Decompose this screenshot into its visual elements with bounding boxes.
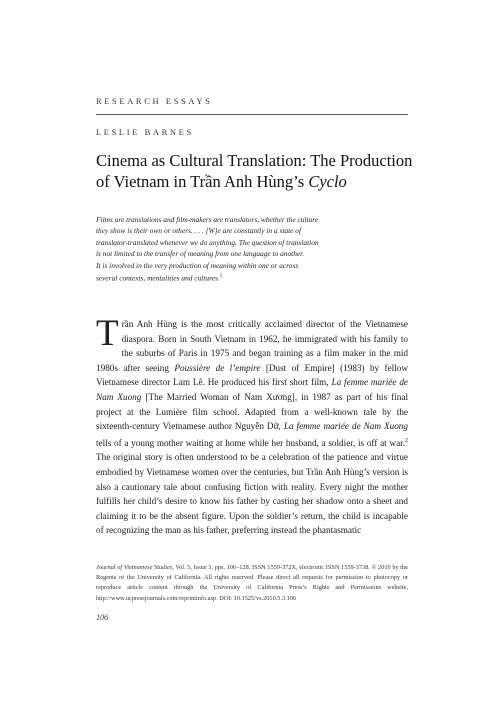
- body-text-run: tells of a young mother waiting at home while her husband, a soldier, is off at war.: [96, 437, 405, 448]
- epigraph-line: they show is their own or others. . . . [W]e are constantly in a state of: [96, 226, 302, 236]
- body-paragraph: [96, 313, 409, 538]
- footnote-ref-1[interactable]: 1: [219, 274, 223, 280]
- epigraph-line: Films are translations and film-makers are translators, whether the culture: [96, 215, 319, 224]
- header-rule: [96, 114, 408, 115]
- body-text-run: [Dust of Empire] (1983) by fellow Vietnamese director Lam Lê. He produced his first short film,: [96, 362, 408, 388]
- author-name: LESLIE BARNES: [96, 127, 194, 137]
- body-text: [96, 313, 409, 538]
- article-title: [96, 150, 416, 192]
- body-text-run: The original story is often understood to be a celebration of the patience and virtue embodied by Vietnamese women over the centuries, but Trần Anh Hùng’s version is also a cautionary tale about confusing fiction with reality. Every night the mother fulfills her child’s desire to know his father by casting her shadow onto a sheet and claiming it to be the absent figure. Upon the soldier’s return, the child is incapable of recognizing the man as his father, preferring instead the phantasmatic: [96, 452, 408, 536]
- publication-footnote: [96, 563, 408, 604]
- footnote-ref-2[interactable]: 2: [405, 437, 408, 444]
- title-line-2: of Vietnam in Trần Anh Hùng’s: [96, 172, 309, 191]
- title-line-1: Cinema as Cultural Translation: The Production: [96, 151, 413, 170]
- epigraph-line: translator-translated whenever we do anything. The question of translation: [96, 237, 319, 247]
- epigraph: [96, 214, 396, 284]
- epigraph-line: several contexts, mentalities and cultures.: [96, 273, 220, 283]
- drop-cap: T: [96, 313, 119, 354]
- page-number: 106: [96, 613, 108, 622]
- section-label: RESEARCH ESSAYS: [96, 96, 213, 106]
- film-title-italic: La femme mariée de Nam Xuong: [96, 377, 408, 402]
- film-title-italic: La femme mariée de Nam Xuong: [283, 421, 408, 432]
- footnote-text: , Vol. 5, Issue 3, pps. 106–128. ISSN 1559-372X, electronic ISSN 1559-3738. © 2010 by the Regents of the University of California. All rights reserved. Please direct all requests for permission to photocopy or reproduce article content through the University of California Press’s Rights and Permissions website, http://www.ucpressjournals.com/reprintinfo.asp. DOI: 10.1525/vs.2010.5.3.106: [96, 564, 408, 602]
- journal-name: Journal of Vietnamese Studies: [96, 564, 173, 571]
- body-text-run: rần Anh Hùng is the most critically acclaimed director of the Vietnamese diaspora. Born in South Vietnam in 1962, he immigrated with his family to the suburbs of Paris in 1975 and began training as a film maker in the mid 1980s after seeing: [96, 319, 408, 373]
- film-title-italic: Poussière de l’empire: [174, 362, 261, 373]
- epigraph-line: is not limited to the transfer of meaning from one language to another.: [96, 249, 305, 259]
- epigraph-line: It is involved in the very production of meaning within one or across: [96, 260, 299, 270]
- title-film-name: Cyclo: [308, 172, 347, 191]
- body-text-run: [The Married Woman of Nam Xương], in 1987 as part of his final project at the Lumière film school. Adapted from a well-known tale by the sixteenth-century Vietnamese author Nguyễn Dữ,: [96, 391, 409, 432]
